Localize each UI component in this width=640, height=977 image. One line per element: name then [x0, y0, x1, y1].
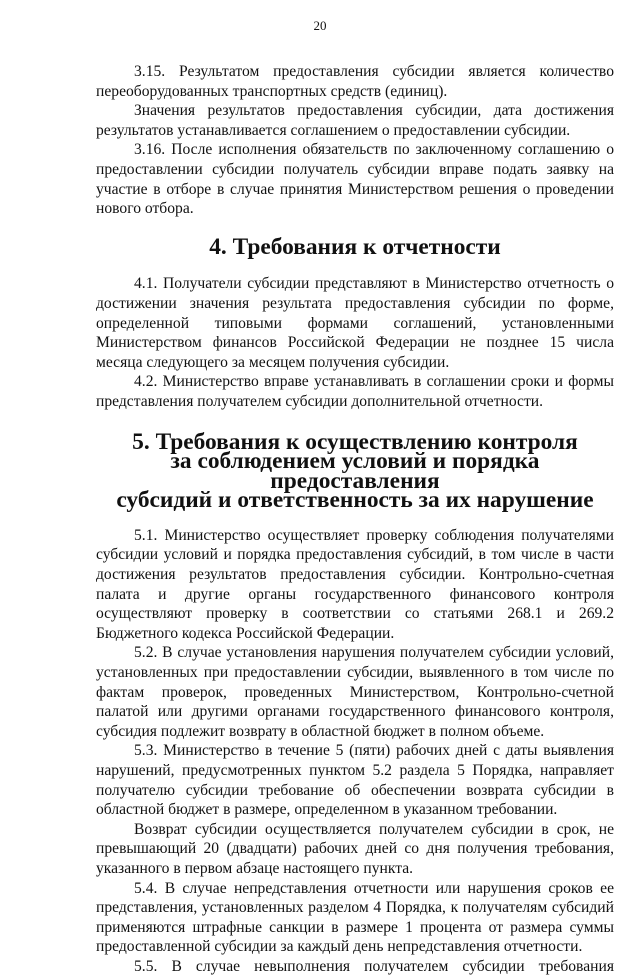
page-number: 20: [313, 18, 327, 33]
paragraph-5-3-return: Возврат субсидии осуществляется получателем субсидии в срок, не превышающий 20 (двадцати) рабочих дней со дня получения требования, указанного в первом абзаце настоящего пункта.: [96, 820, 614, 877]
paragraph-5-2: 5.2. В случае установления нарушения получателем субсидии условий, установленных при предоставлении субсидии, выявленного в том числе по фактам проверок, проведенных Министерством, Контрольно-счетной палатой или другими органами государственного финансового контроля, субсидия подлежит возврату в областной бюджет в полном объеме.: [96, 644, 614, 740]
spacer: [96, 257, 614, 274]
spacer: [96, 511, 614, 526]
paragraph-5-3: 5.3. Министерство в течение 5 (пяти) рабочих дней с даты выявления нарушений, предусмотренных пунктом 5.2 раздела 5 Порядка, направляет получателю субсидии требование об обеспечении возврата субсидии в областной бюджет в размере, определенном в указанном требовании.: [96, 742, 614, 819]
section-5-heading-line: за соблюдением условий и порядка предоставления: [170, 448, 540, 494]
paragraph-results-values: Значения результатов предоставления субсидии, дата достижения результатов устанавливается соглашением о предоставлении субсидии.: [96, 102, 614, 139]
section-5-heading-line: 5. Требования к осуществлению контроля: [132, 428, 578, 455]
section-5-heading-line: субсидий и ответственность за их нарушение: [116, 487, 594, 514]
paragraph-3-15: 3.15. Результатом предоставления субсидии является количество переоборудованных транспортных средств (единиц).: [96, 63, 614, 100]
paragraph-5-1: 5.1. Министерство осуществляет проверку соблюдения получателями субсидии условий и порядка предоставления субсидий, в том числе в части достижения результатов предоставления субсидии. Контрольно-счетная палата и другие органы государственного финансового контроля осуществляют проверку в соответствии со статьями 268.1 и 269.2 Бюджетного кодекса Российской Федерации.: [96, 526, 614, 642]
paragraph-5-4: 5.4. В случае непредставления отчетности или нарушения сроков ее представления, установленных разделом 4 Порядка, к получателям субсидий применяются штрафные санкции в размере 1 процента от размера суммы предоставленной субсидии за каждый день непредставления отчетности.: [96, 879, 614, 956]
document-body: [96, 62, 614, 977]
section-4-heading: 4. Требования к отчетности: [209, 233, 501, 260]
section-5-heading: [96, 428, 614, 514]
paragraph-4-2: 4.2. Министерство вправе устанавливать в соглашении сроки и формы представления получателем субсидии дополнительной отчетности.: [96, 373, 614, 410]
paragraph-5-5: 5.5. В случае невыполнения получателем субсидии требования: [134, 957, 614, 975]
paragraph-4-1: 4.1. Получатели субсидии представляют в Министерство отчетность о достижении значения результата предоставления субсидии по форме, определенной типовыми формами соглашений, установленными Министерством финансов Российской Федерации не позднее 15 числа месяца следующего за месяцем получения субсидии.: [96, 275, 614, 371]
paragraph-3-16: 3.16. После исполнения обязательств по заключенному соглашению о предоставлении субсидии получатель субсидии вправе подать заявку на участие в отборе в случае принятия Министерством решения о проведении нового отбора.: [96, 141, 614, 218]
